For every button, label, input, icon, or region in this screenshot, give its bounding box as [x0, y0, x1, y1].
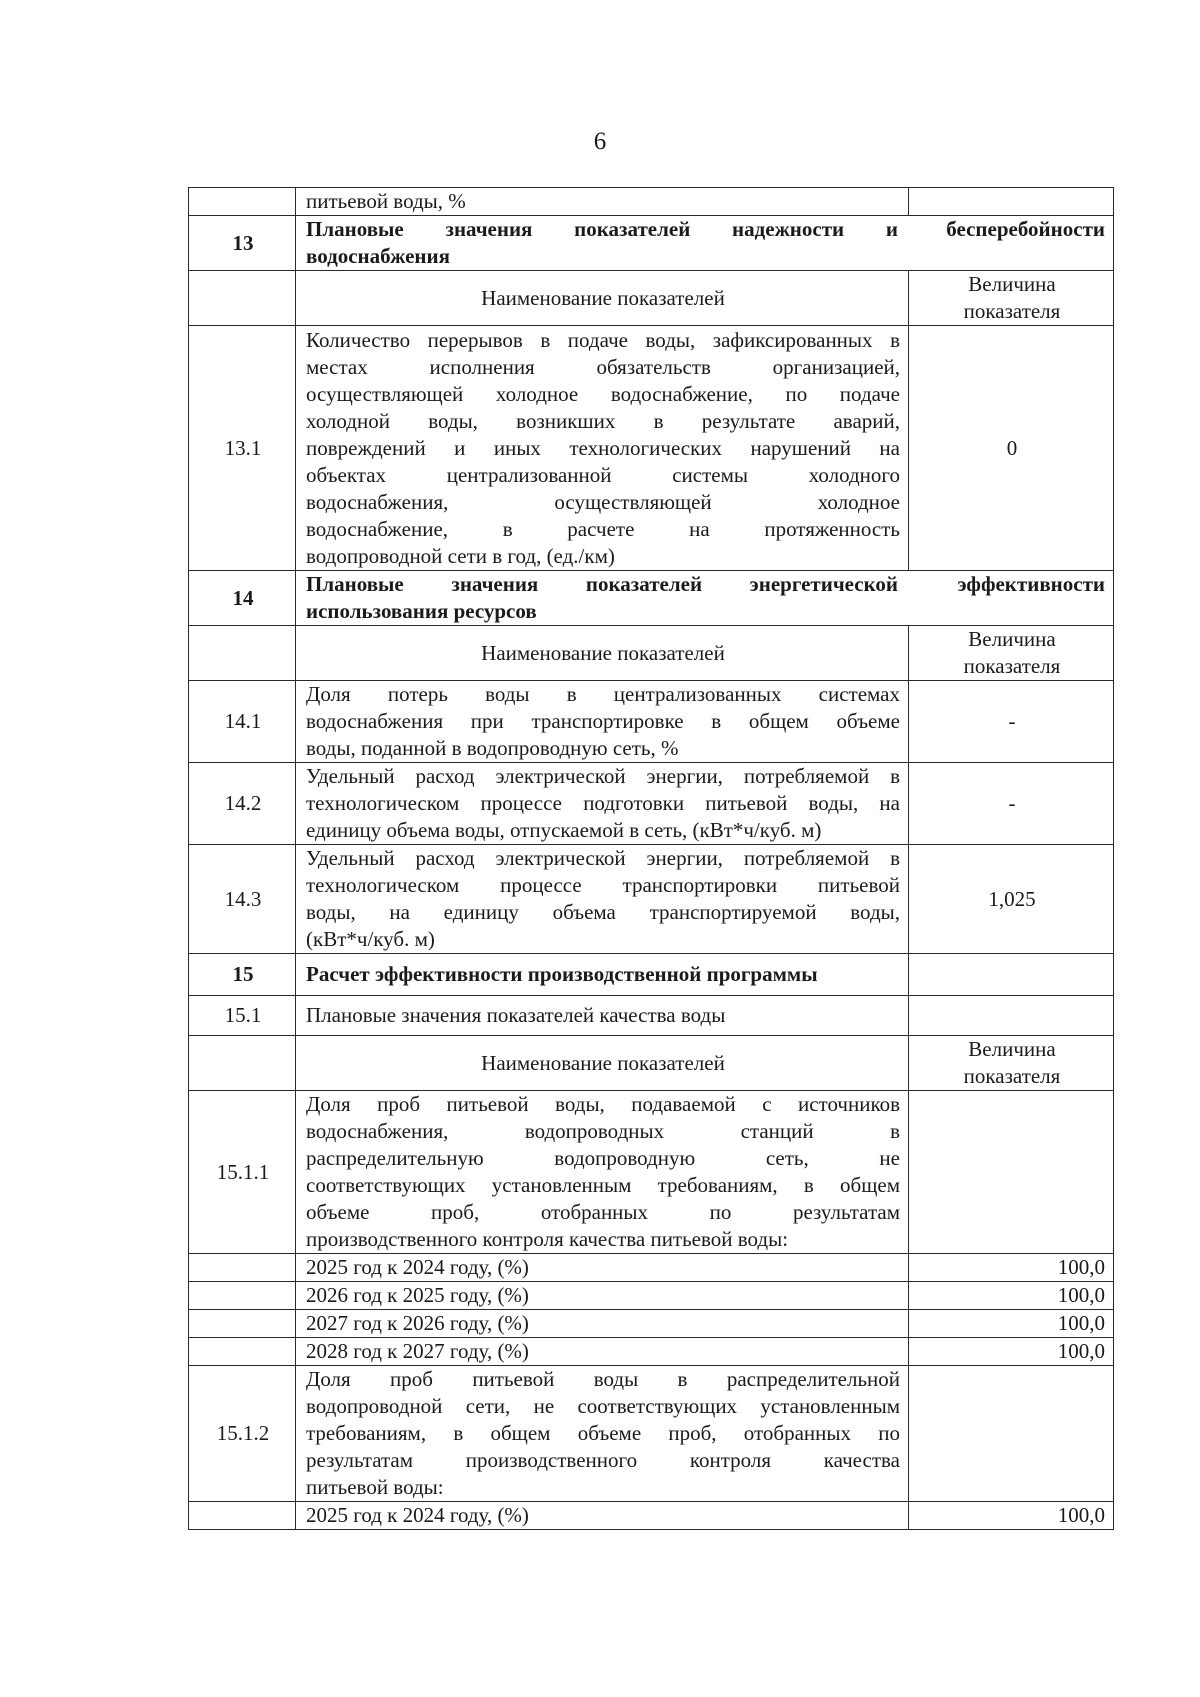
year-value: 100,0 [909, 1254, 1114, 1282]
indicator-value [909, 1091, 1114, 1254]
column-header-name: Наименование показателей [296, 1036, 909, 1091]
column-header-name: Наименование показателей [296, 626, 909, 681]
table-row [189, 763, 1114, 845]
row-number-cell [189, 1036, 296, 1091]
indicator-value-cell [909, 188, 1114, 216]
row-number: 15.1 [189, 996, 296, 1036]
year-label: 2028 год к 2027 году, (%) [296, 1338, 909, 1366]
section-title [296, 216, 1114, 271]
indicator-name-cell: Плановые значения показателей качества воды [296, 996, 909, 1036]
section-title-part: Плановые значения показателей надежности и [306, 217, 898, 241]
section-row [189, 954, 1114, 996]
row-number: 15.1.2 [189, 1366, 296, 1502]
text-line: водоснабжения, водопроводных станций в [306, 1119, 900, 1143]
year-value: 100,0 [909, 1338, 1114, 1366]
text-line: Доля проб питьевой воды, подаваемой с источников [306, 1092, 900, 1116]
text-line: холодной воды, возникших в результате аварий, [306, 408, 900, 433]
section-title-part: бесперебойности [946, 217, 1105, 241]
indicator-name-cell [296, 845, 909, 954]
text-line: единицу объема воды, отпускаемой в сеть, (кВт*ч/куб. м) [306, 818, 822, 842]
text-line: распределительную водопроводную сеть, не [306, 1146, 900, 1170]
text-line: местах исполнения обязательств организацией, [306, 354, 900, 379]
section-title-part: использования ресурсов [306, 599, 537, 623]
row-number-cell [189, 1282, 296, 1310]
indicator-value: 1,025 [909, 845, 1114, 954]
year-row [189, 1502, 1114, 1530]
year-label: 2026 год к 2025 году, (%) [296, 1282, 909, 1310]
row-number: 14.1 [189, 681, 296, 763]
row-number: 14.2 [189, 763, 296, 845]
indicators-table [188, 187, 1114, 1530]
text-line: соответствующих установленным требованиям, в общем [306, 1173, 900, 1197]
section-title-part: водоснабжения [306, 244, 450, 268]
section-row [189, 571, 1114, 626]
column-header-name: Наименование показателей [296, 271, 909, 326]
row-number-cell [189, 1310, 296, 1338]
year-row [189, 1282, 1114, 1310]
indicator-value [909, 1366, 1114, 1502]
text-line: результатам производственного контроля качества [306, 1448, 900, 1472]
text-line: технологическом процессе подготовки питьевой воды, на [306, 791, 900, 815]
year-row [189, 1254, 1114, 1282]
text-line: Доля проб питьевой воды в распределительной [306, 1367, 900, 1391]
indicator-value: 0 [909, 326, 1114, 571]
section-title-part: эффективности [957, 572, 1105, 596]
text-line: производственного контроля качества питьевой воды: [306, 1227, 789, 1251]
text-line: водопроводной сети, не соответствующих установленным [306, 1394, 900, 1418]
text-line: повреждений и иных технологических нарушений на [306, 435, 900, 460]
section-number: 15 [189, 954, 296, 996]
table-row [189, 845, 1114, 954]
table-row [189, 188, 1114, 216]
year-label: 2027 год к 2026 году, (%) [296, 1310, 909, 1338]
indicator-name-cell [296, 763, 909, 845]
column-header-value: Величина показателя [909, 626, 1114, 681]
column-header-value: Величина показателя [909, 1036, 1114, 1091]
indicator-value [909, 996, 1114, 1036]
column-header-value: Величина показателя [909, 271, 1114, 326]
year-value: 100,0 [909, 1310, 1114, 1338]
row-number-cell [189, 271, 296, 326]
year-label: 2025 год к 2024 году, (%) [296, 1254, 909, 1282]
row-number-cell [189, 188, 296, 216]
header-row [189, 271, 1114, 326]
table-row [189, 996, 1114, 1036]
text-line: требованиям, в общем объеме проб, отобранных по [306, 1421, 900, 1445]
indicator-value: - [909, 681, 1114, 763]
section-title-part: Плановые значения показателей энергетической [306, 572, 898, 596]
table-row [189, 1091, 1114, 1254]
indicator-name-cell [296, 1366, 909, 1502]
text-line: водоснабжения при транспортировке в общем объеме [306, 709, 900, 733]
text-line: Удельный расход электрической энергии, потребляемой в [306, 764, 900, 788]
year-row [189, 1338, 1114, 1366]
text-line: технологическом процессе транспортировки питьевой [306, 873, 900, 897]
text-line: объеме проб, отобранных по результатам [306, 1200, 900, 1224]
year-label: 2025 год к 2024 году, (%) [296, 1502, 909, 1530]
section-title [296, 571, 1114, 626]
table-row [189, 326, 1114, 571]
section-title: Расчет эффективности производственной программы [296, 954, 909, 996]
page-number: 6 [593, 128, 607, 155]
indicator-value: - [909, 763, 1114, 845]
row-number: 13.1 [189, 326, 296, 571]
indicator-value-cell [909, 954, 1114, 996]
text-line: Доля потерь воды в централизованных системах [306, 682, 900, 706]
row-number-cell [189, 1254, 296, 1282]
text-line: воды, поданной в водопроводную сеть, % [306, 736, 679, 760]
text-line: Количество перерывов в подаче воды, зафиксированных в [306, 327, 900, 352]
text-line: водоснабжения, осуществляющей холодное [306, 489, 900, 514]
indicator-name-cell [296, 1091, 909, 1254]
year-value: 100,0 [909, 1282, 1114, 1310]
indicator-name-cell [296, 326, 909, 571]
text-line: осуществляющей холодное водоснабжение, по подаче [306, 381, 900, 406]
text-line: объектах централизованной системы холодного [306, 462, 900, 487]
row-number-cell [189, 1502, 296, 1530]
year-row [189, 1310, 1114, 1338]
indicator-name-cell [296, 681, 909, 763]
header-row [189, 626, 1114, 681]
text-line: питьевой воды: [306, 1475, 444, 1499]
text-line: воды, на единицу объема транспортируемой воды, [306, 900, 900, 924]
section-number: 14 [189, 571, 296, 626]
text-line: водопроводной сети в год, (ед./км) [306, 543, 615, 568]
table-row [189, 681, 1114, 763]
text-line: водоснабжение, в расчете на протяженность [306, 516, 900, 541]
table-row [189, 1366, 1114, 1502]
section-number: 13 [189, 216, 296, 271]
header-row [189, 1036, 1114, 1091]
text-line: (кВт*ч/куб. м) [306, 927, 435, 951]
row-number: 14.3 [189, 845, 296, 954]
row-number: 15.1.1 [189, 1091, 296, 1254]
row-number-cell [189, 1338, 296, 1366]
section-row [189, 216, 1114, 271]
text-line: Удельный расход электрической энергии, потребляемой в [306, 846, 900, 870]
row-number-cell [189, 626, 296, 681]
indicator-name-cell: питьевой воды, % [296, 188, 909, 216]
year-value: 100,0 [909, 1502, 1114, 1530]
